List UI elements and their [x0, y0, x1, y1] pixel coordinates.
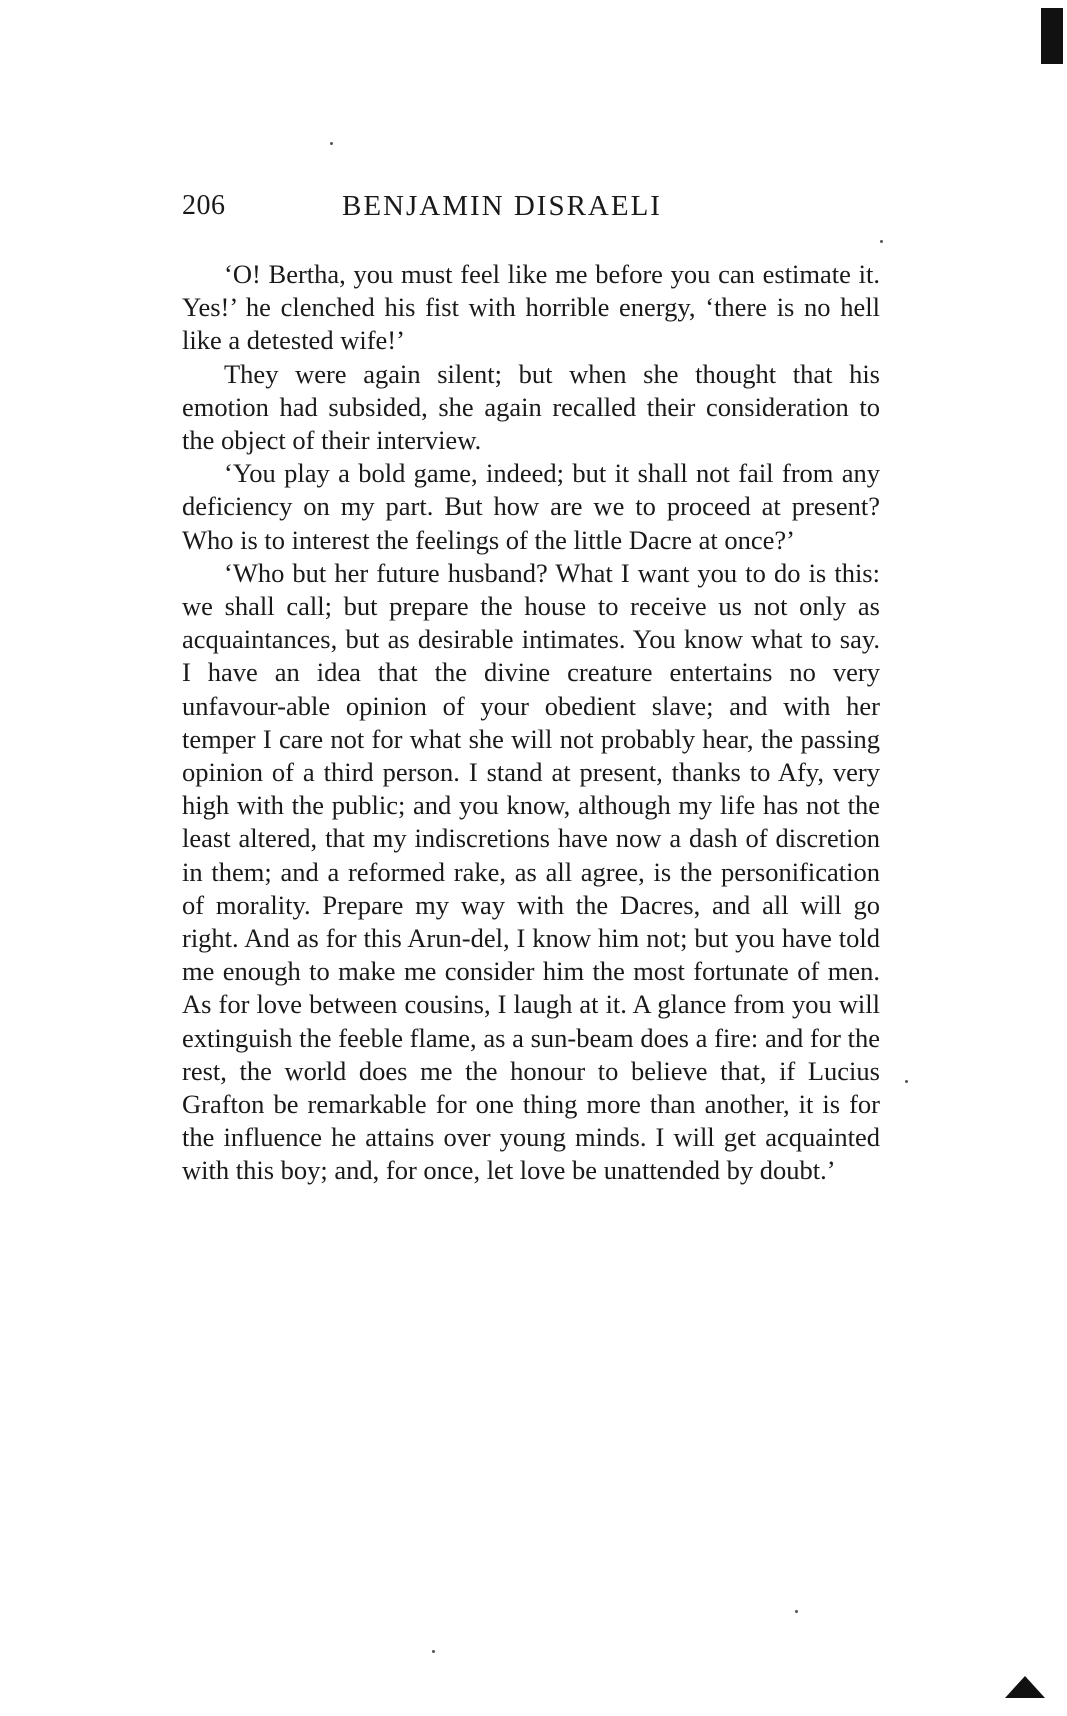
body-text	[182, 258, 880, 1188]
paragraph: ‘Who but her future husband? What I want you to do is this: we shall call; but prepare the house to receive us not only as acquaintances, but as desirable intimates. You know what to say. I have an idea that the divine creature entertains no very unfavour-able opinion of your obedient slave; and with her temper I care not for what she will not probably hear, the passing opinion of a third person. I stand at present, thanks to Afy, very high with the public; and you know, although my life has not the least altered, that my indiscretions have now a dash of discretion in them; and a reformed rake, as all agree, is the personification of morality. Prepare my way with the Dacres, and all will go right. And as for this Arun-del, I know him not; but you have told me enough to make me consider him the most fortunate of men. As for love between cousins, I laugh at it. A glance from you will extinguish the feeble flame, as a sun-beam does a fire: and for the rest, the world does me the honour to believe that, if Lucius Grafton be remarkable for one thing more than another, it is for the influence he attains over young minds. I will get acquainted with this boy; and, for once, let love be unattended by doubt.’	[182, 557, 880, 1186]
scan-speck	[905, 1080, 908, 1083]
running-head: BENJAMIN DISRAELI	[342, 190, 662, 222]
scan-corner-mark	[1005, 1676, 1045, 1698]
scan-speck	[880, 240, 883, 243]
scan-speck	[330, 142, 333, 145]
paragraph: ‘O! Bertha, you must feel like me before you can estimate it. Yes!’ he clenched his fist with horrible energy, ‘there is no hell like a detested wife!’	[182, 259, 880, 356]
scan-speck	[795, 1610, 798, 1613]
paragraph: They were again silent; but when she thought that his emotion had subsided, she again recalled their consideration to the object of their interview.	[182, 358, 880, 456]
scan-speck	[432, 1650, 435, 1653]
scan-edge-mark	[1041, 8, 1063, 64]
page-header	[182, 190, 882, 230]
paragraph: ‘You play a bold game, indeed; but it shall not fail from any deficiency on my part. But how are we to proceed at present? Who is to interest the feelings of the little Dacre at once?’	[182, 458, 880, 555]
page-number: 206	[182, 190, 226, 221]
